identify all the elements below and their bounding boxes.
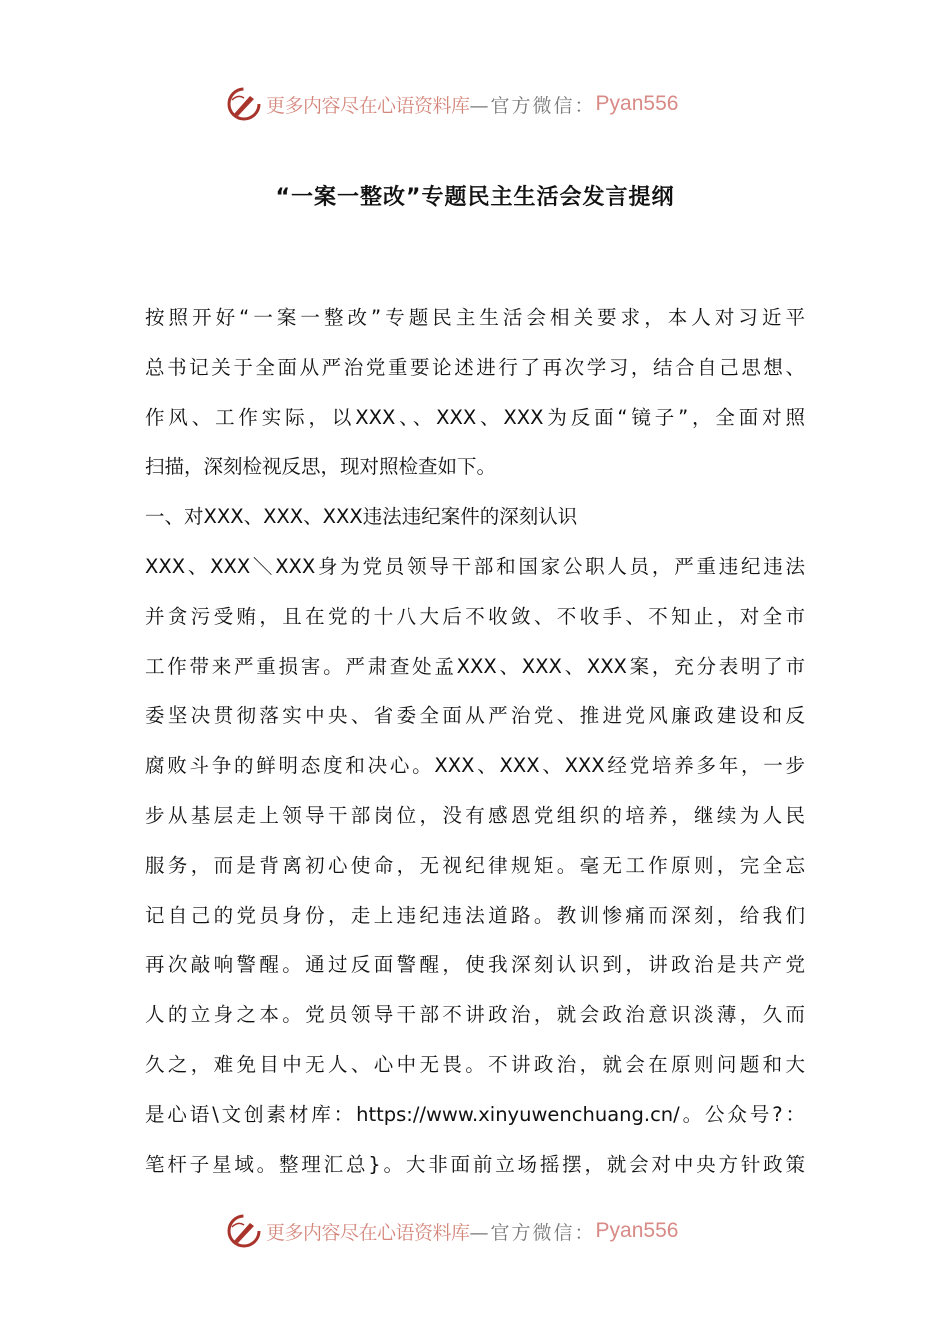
text-line: 是心语\文创素材库：https://www.xinyuwenchuang.cn/。公众号?： xyxy=(145,1102,805,1126)
text-line: XXX、XXX＼XXX身为党员领导干部和国家公职人员，严重违纪违法 xyxy=(145,555,805,578)
text-line: 人的立身之本。党员领导干部不讲政治，就会政治意识淡薄，久而 xyxy=(145,1003,805,1027)
section-heading: 一、对XXX、XXX、XXX违法违纪案件的深刻认识 xyxy=(145,505,578,529)
document-title: “一案一整改”专题民主生活会发言提纲 xyxy=(275,185,675,210)
text-line: 笔杆子星域。整理汇总}。大非面前立场摇摆，就会对中央方针政策 xyxy=(145,1152,805,1176)
watermark-wechat-label: —官方微信： xyxy=(469,94,596,117)
watermark-header xyxy=(226,84,678,124)
logo-icon xyxy=(226,1213,262,1249)
text-line: 服务，而是背离初心使命，无视纪律规矩。毫无工作原则，完全忘 xyxy=(145,853,805,877)
text-line: 总书记关于全面从严治党重要论述进行了再次学习，结合自己思想、 xyxy=(145,355,805,379)
text-line: 并贪污受贿，且在党的十八大后不收敛、不收手、不知止，对全市 xyxy=(145,604,805,628)
text-line: 作风、工作实际，以XXX、、XXX、XXX为反面“镜子”，全面对照 xyxy=(145,405,805,429)
text-line: 步从基层走上领导干部岗位，没有感恩党组织的培养，继续为人民 xyxy=(145,804,805,827)
watermark-footer xyxy=(226,1211,678,1251)
text-line: 工作带来严重损害。严肃查处孟XXX、XXX、XXX案，充分表明了市 xyxy=(145,654,805,678)
text-line: 记自己的党员身份，走上违纪违法道路。教训惨痛而深刻，给我们 xyxy=(145,903,805,927)
watermark-wechat-id: Pyan556 xyxy=(595,1219,679,1242)
watermark-wechat-label: —官方微信： xyxy=(469,1221,596,1244)
watermark-wechat-id: Pyan556 xyxy=(595,92,679,115)
watermark-text: 更多内容尽在心语资料库 xyxy=(266,94,470,117)
text-line: 按照开好“一案一整改”专题民主生活会相关要求，本人对习近平 xyxy=(145,306,805,329)
text-line: 扫描，深刻检视反思，现对照检查如下。 xyxy=(145,455,497,479)
text-line: 腐败斗争的鲜明态度和决心。XXX、XXX、XXX经党培养多年，一步 xyxy=(145,754,805,778)
text-line: 再次敲响警醒。通过反面警醒，使我深刻认识到，讲政治是共产党 xyxy=(145,953,805,977)
text-line: 委坚决贯彻落实中央、省委全面从严治党、推进党风廉政建设和反 xyxy=(145,704,805,728)
logo-icon xyxy=(226,86,262,122)
watermark-text: 更多内容尽在心语资料库 xyxy=(266,1221,470,1244)
text-line: 久之，难免目中无人、心中无畏。不讲政治，就会在原则问题和大 xyxy=(145,1053,805,1076)
